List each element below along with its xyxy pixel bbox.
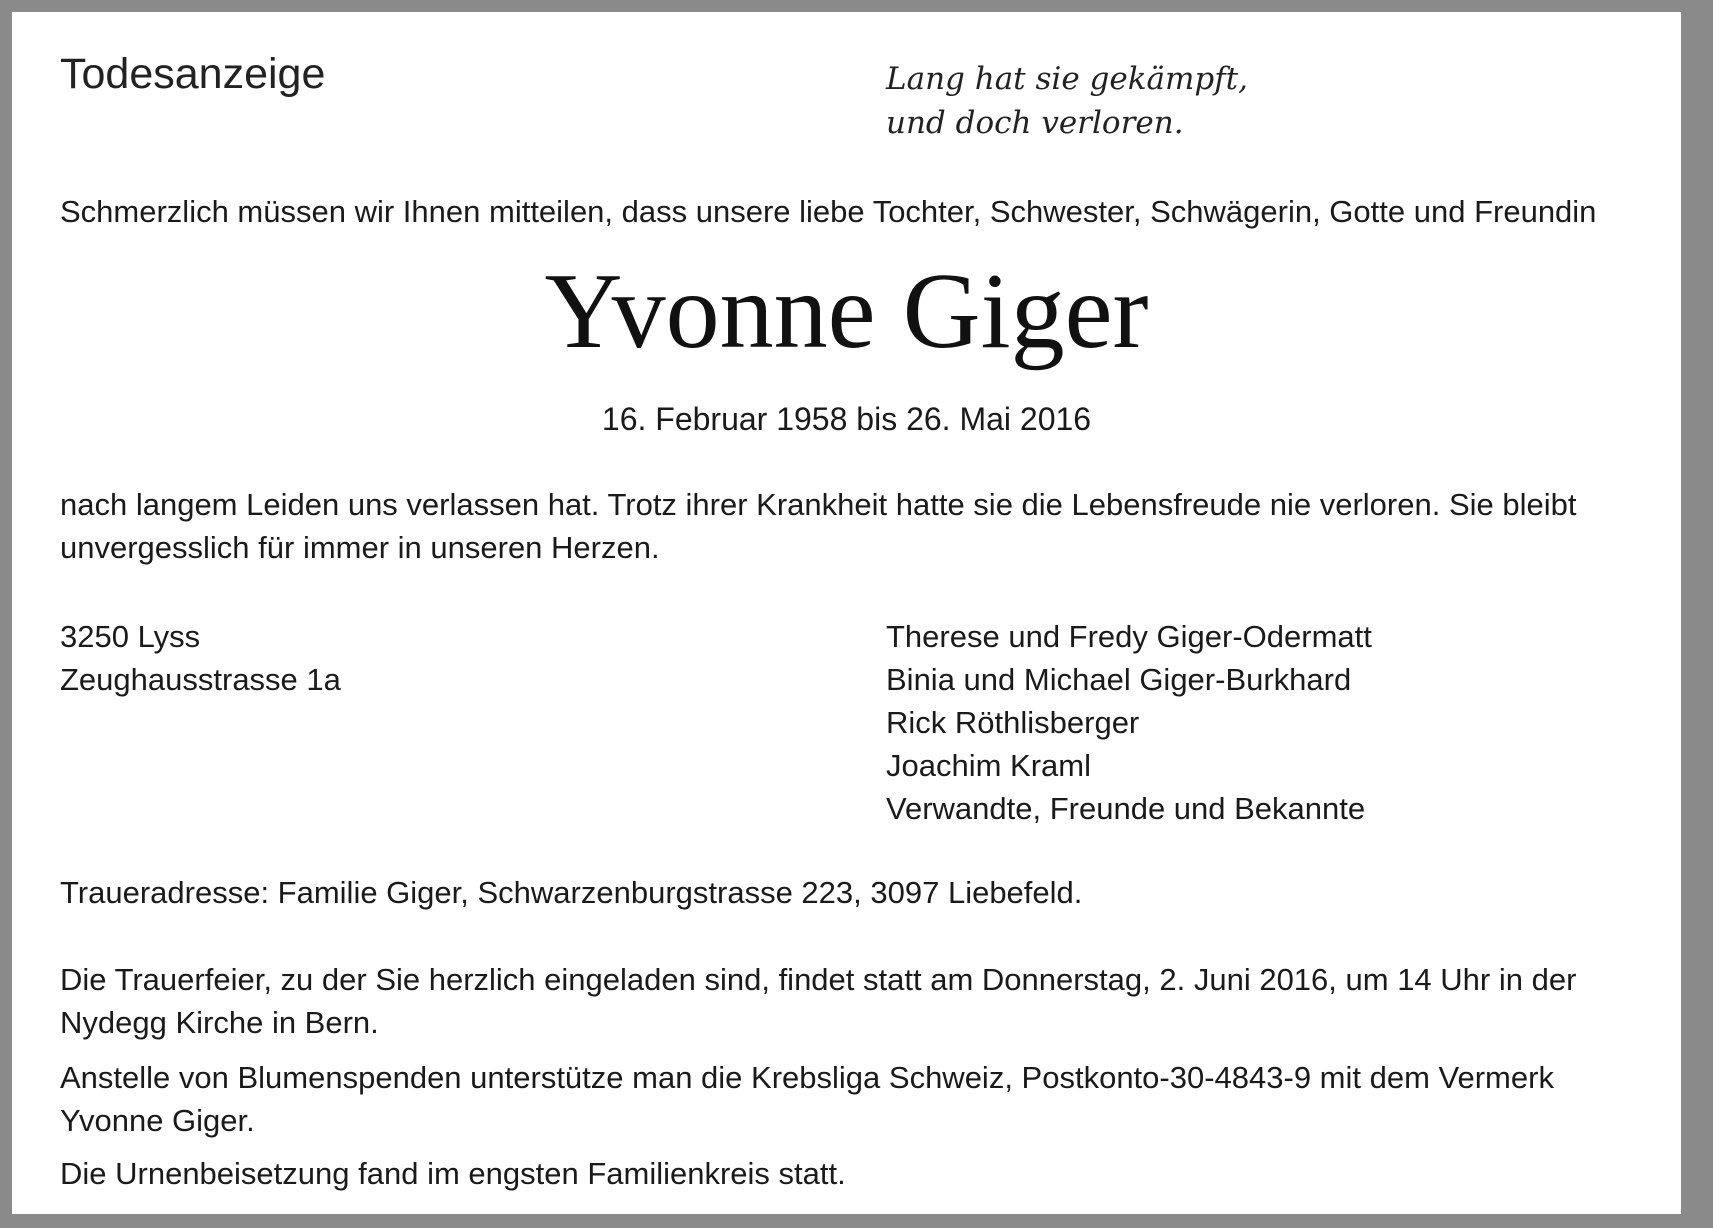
ceremony-paragraph: Die Trauerfeier, zu der Sie herzlich eingeladen sind, findet statt am Donnerstag, 2. Juni 2016, um 14 Uhr in der Nydegg Kirche in Bern. xyxy=(60,962,1577,1040)
quote-line-2: und doch verloren. xyxy=(886,105,1184,141)
donations-paragraph: Anstelle von Blumenspenden unterstütze man die Krebsliga Schweiz, Postkonto-30-4843-9 mit dem Vermerk Yvonne Giger. xyxy=(60,1060,1554,1138)
body-text: nach langem Leiden uns verlassen hat. Trotz ihrer Krankheit hatte sie die Lebensfreude nie verloren. Sie bleibt unvergesslich für immer in unseren Herzen. xyxy=(60,487,1577,565)
epigraph-quote xyxy=(886,57,1248,145)
mourner-item: Joachim Kraml xyxy=(886,748,1091,783)
notice-type-label: Todesanzeige xyxy=(60,50,326,98)
mourner-item: Therese und Fredy Giger-Odermatt xyxy=(886,619,1372,654)
mourning-address: Traueradresse: Familie Giger, Schwarzenburgstrasse 223, 3097 Liebefeld. xyxy=(60,875,1083,910)
quote-line-1: Lang hat sie gekämpft, xyxy=(886,61,1248,97)
urn-burial-paragraph: Die Urnenbeisetzung fand im engsten Familienkreis statt. xyxy=(60,1156,846,1191)
family-address xyxy=(60,615,341,701)
deceased-name: Yvonne Giger xyxy=(544,252,1149,371)
address-line-2: Zeughausstrasse 1a xyxy=(60,662,341,697)
obituary-page xyxy=(12,12,1681,1214)
mourner-item: Verwandte, Freunde und Bekannte xyxy=(886,791,1366,826)
mourner-item: Rick Röthlisberger xyxy=(886,705,1140,740)
intro-text: Schmerzlich müssen wir Ihnen mitteilen, dass unsere liebe Tochter, Schwester, Schwägerin, Gotte und Freundin xyxy=(60,194,1597,229)
mourner-item: Binia und Michael Giger-Burkhard xyxy=(886,662,1352,697)
mourners-list xyxy=(886,615,1372,830)
address-line-1: 3250 Lyss xyxy=(60,619,201,654)
life-dates: 16. Februar 1958 bis 26. Mai 2016 xyxy=(601,401,1092,437)
